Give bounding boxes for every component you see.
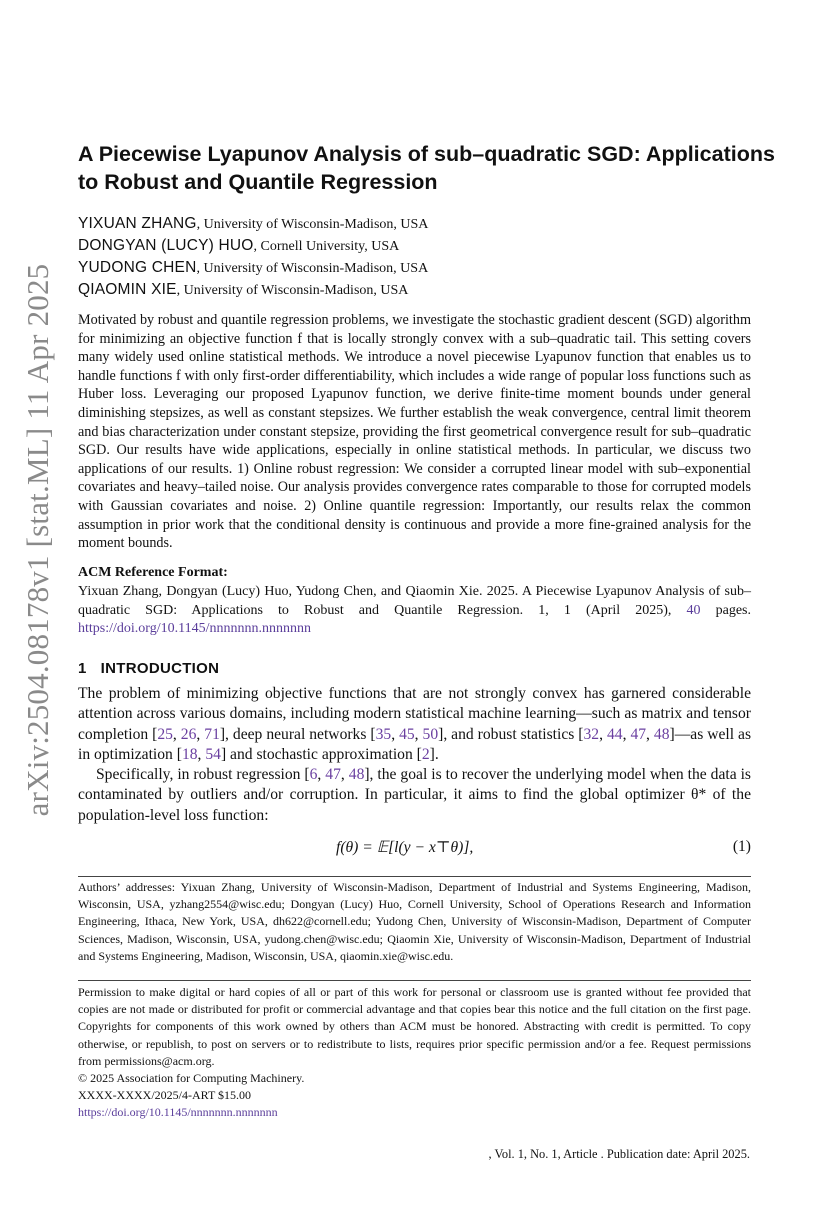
footnote-divider bbox=[78, 876, 751, 877]
citation-link[interactable]: 54 bbox=[205, 745, 221, 763]
author-item bbox=[78, 235, 778, 257]
copyright-line: © 2025 Association for Computing Machinery. bbox=[78, 1071, 305, 1086]
reference-format-heading: ACM Reference Format: bbox=[78, 565, 228, 580]
intro-text: Specifically, in robust regression [ bbox=[96, 766, 310, 784]
section-title: INTRODUCTION bbox=[100, 660, 220, 677]
authors-addresses: Authors’ addresses: Yixuan Zhang, University of Wisconsin-Madison, Department of Industrial and Systems Engineering, Madison, Wisconsin, USA, yzhang2554@wisc.edu; Dongyan (Lucy) Huo, Cornell University, School of Operations Research and Information Engineering, Ithaca, New York, USA, dh622@cornell.edu; Yudong Chen, University of Wisconsin-Madison, Department of Computer Sciences, Madison, Wisconsin, USA, yudong.chen@wisc.edu; Qiaomin Xie, University of Wisconsin-Madison, Department of Industrial and Systems Engineering, Madison, Wisconsin, USA, qiaomin.xie@wisc.edu. bbox=[78, 880, 751, 963]
arxiv-identifier: arXiv:2504.08178v1 [stat.ML] 11 Apr 2025 bbox=[20, 263, 55, 817]
author-name: YIXUAN ZHANG bbox=[78, 215, 197, 232]
citation-link[interactable]: 48 bbox=[348, 766, 365, 784]
permission-block bbox=[78, 984, 751, 1122]
page-count-link[interactable]: 40 bbox=[686, 602, 701, 618]
intro-text: , bbox=[197, 745, 206, 763]
author-item bbox=[78, 257, 778, 279]
equation-body: f(θ) = 𝔼[l(y − x⊤θ)], bbox=[336, 839, 474, 856]
intro-text: ], the goal is to recover the underlying model when the data is contaminated by outliers and/or corruption. In particular, it aims to find the global optimizer θ* of the population-level loss function: bbox=[78, 766, 752, 824]
intro-text: , bbox=[622, 725, 631, 743]
intro-text: , bbox=[414, 725, 423, 743]
citation-link[interactable]: 44 bbox=[606, 725, 623, 743]
intro-text: ]—as well as in optimization [ bbox=[78, 725, 752, 763]
permission-text: Permission to make digital or hard copies of all or part of this work for personal or classroom use is granted without fee provided that copies are not made or distributed for profit or commercial advantage and that copies bear this notice and the full citation on the first page. Copyrights for components of this work owned by others than ACM must be honored. Abstracting with credit is permitted. To copy otherwise, or republish, to post on servers or to redistribute to lists, requires prior specific permission and/or a fee. Request permissions from permissions@acm.org. bbox=[78, 985, 751, 1068]
intro-text: , bbox=[599, 725, 607, 743]
footer-doi-link[interactable]: https://doi.org/10.1145/nnnnnnn.nnnnnnn bbox=[78, 1105, 278, 1120]
intro-text: , bbox=[172, 725, 181, 743]
citation-link[interactable]: 45 bbox=[399, 725, 415, 743]
equation-number: (1) bbox=[732, 838, 751, 855]
author-list bbox=[78, 213, 778, 301]
citation-link[interactable]: 71 bbox=[204, 725, 220, 743]
abstract: Motivated by robust and quantile regression problems, we investigate the stochastic gradient descent (SGD) algorithm for minimizing an objective function f that is locally strongly convex with a sub–quadratic tail. This setting covers many widely used online statistical methods. We introduce a novel piecewise Lyapunov function that enables us to handle functions f with only first-order differentiability, which includes a wide range of popular loss functions such as Huber loss. Leveraging our proposed Lyapunov function, we derive finite-time moment bounds under general diminishing stepsizes, as well as constant stepsizes. We further establish the weak convergence, central limit theorem and bias characterization under constant stepsize, providing the first geometrical convergence result for sub–quadratic SGD. Our results have wide applications, especially in online statistical methods. In particular, we discuss two applications of our results. 1) Online robust regression: We consider a corrupted linear model with sub–exponential covariates and heavy–tailed noise. Our analysis provides convergence rates comparable to those for corrupted models with Gaussian covariates and noise. 2) Online quantile regression: Importantly, our results relax the common assumption in prior work that the conditional density is continuous and provide a more fine-grained analysis for the moment bounds. bbox=[78, 312, 751, 552]
author-name: DONGYAN (LUCY) HUO bbox=[78, 237, 254, 254]
intro-text: , bbox=[196, 725, 205, 743]
author-name: YUDONG CHEN bbox=[78, 259, 197, 276]
reference-text: Yixuan Zhang, Dongyan (Lucy) Huo, Yudong Chen, and Qiaomin Xie. 2025. A Piecewise Lyapunov Analysis of sub–quadratic SGD: Applications to Robust and Quantile Regression. 1, 1 (April 2025), bbox=[78, 584, 751, 618]
intro-paragraph bbox=[78, 765, 751, 826]
citation-link[interactable]: 25 bbox=[157, 725, 173, 743]
author-item bbox=[78, 213, 778, 235]
reference-pages-suffix: pages. bbox=[700, 602, 751, 618]
intro-text: , bbox=[646, 725, 654, 743]
citation-link[interactable]: 26 bbox=[180, 725, 197, 743]
arxiv-sidebar bbox=[10, 230, 66, 850]
author-affiliation: , University of Wisconsin-Madison, USA bbox=[196, 217, 429, 232]
author-name: QIAOMIN XIE bbox=[78, 281, 177, 298]
citation-link[interactable]: 48 bbox=[653, 725, 670, 743]
author-affiliation: , Cornell University, USA bbox=[253, 239, 400, 254]
author-affiliation: , University of Wisconsin-Madison, USA bbox=[196, 261, 429, 276]
paper-title: A Piecewise Lyapunov Analysis of sub–quadratic SGD: Applications to Robust and Quantile Regression bbox=[78, 142, 775, 194]
intro-text: , bbox=[340, 766, 349, 784]
citation-link[interactable]: 50 bbox=[422, 725, 439, 743]
citation-link[interactable]: 47 bbox=[325, 766, 341, 784]
article-code: XXXX-XXXX/2025/4-ART $15.00 bbox=[78, 1088, 252, 1103]
intro-text: , bbox=[317, 766, 326, 784]
introduction-body bbox=[78, 684, 751, 826]
section-number: 1 bbox=[78, 660, 87, 677]
citation-link[interactable]: 2 bbox=[421, 745, 430, 763]
author-affiliation: , University of Wisconsin-Madison, USA bbox=[176, 283, 409, 298]
citation-link[interactable]: 18 bbox=[181, 745, 198, 763]
author-item bbox=[78, 279, 778, 301]
reference-format bbox=[78, 583, 751, 639]
intro-text: ] and stochastic approximation [ bbox=[220, 745, 422, 763]
intro-text: ], deep neural networks [ bbox=[219, 725, 376, 743]
intro-text: , bbox=[391, 725, 400, 743]
section-heading bbox=[78, 660, 219, 677]
citation-link[interactable]: 47 bbox=[630, 725, 647, 743]
doi-link[interactable]: https://doi.org/10.1145/nnnnnnn.nnnnnnn bbox=[78, 621, 311, 637]
permission-divider bbox=[78, 980, 751, 981]
intro-paragraph bbox=[78, 684, 751, 765]
page-footer: , Vol. 1, No. 1, Article . Publication date: April 2025. bbox=[488, 1147, 750, 1161]
equation bbox=[78, 838, 751, 860]
citation-link[interactable]: 6 bbox=[309, 766, 318, 784]
citation-link[interactable]: 35 bbox=[375, 725, 392, 743]
citation-link[interactable]: 32 bbox=[583, 725, 600, 743]
intro-text: ]. bbox=[429, 745, 439, 763]
intro-text: The problem of minimizing objective functions that are not strongly convex has garnered considerable attention across various domains, including modern statistical machine learning—such as matrix and tensor completion [ bbox=[78, 685, 751, 743]
intro-text: ], and robust statistics [ bbox=[438, 725, 584, 743]
